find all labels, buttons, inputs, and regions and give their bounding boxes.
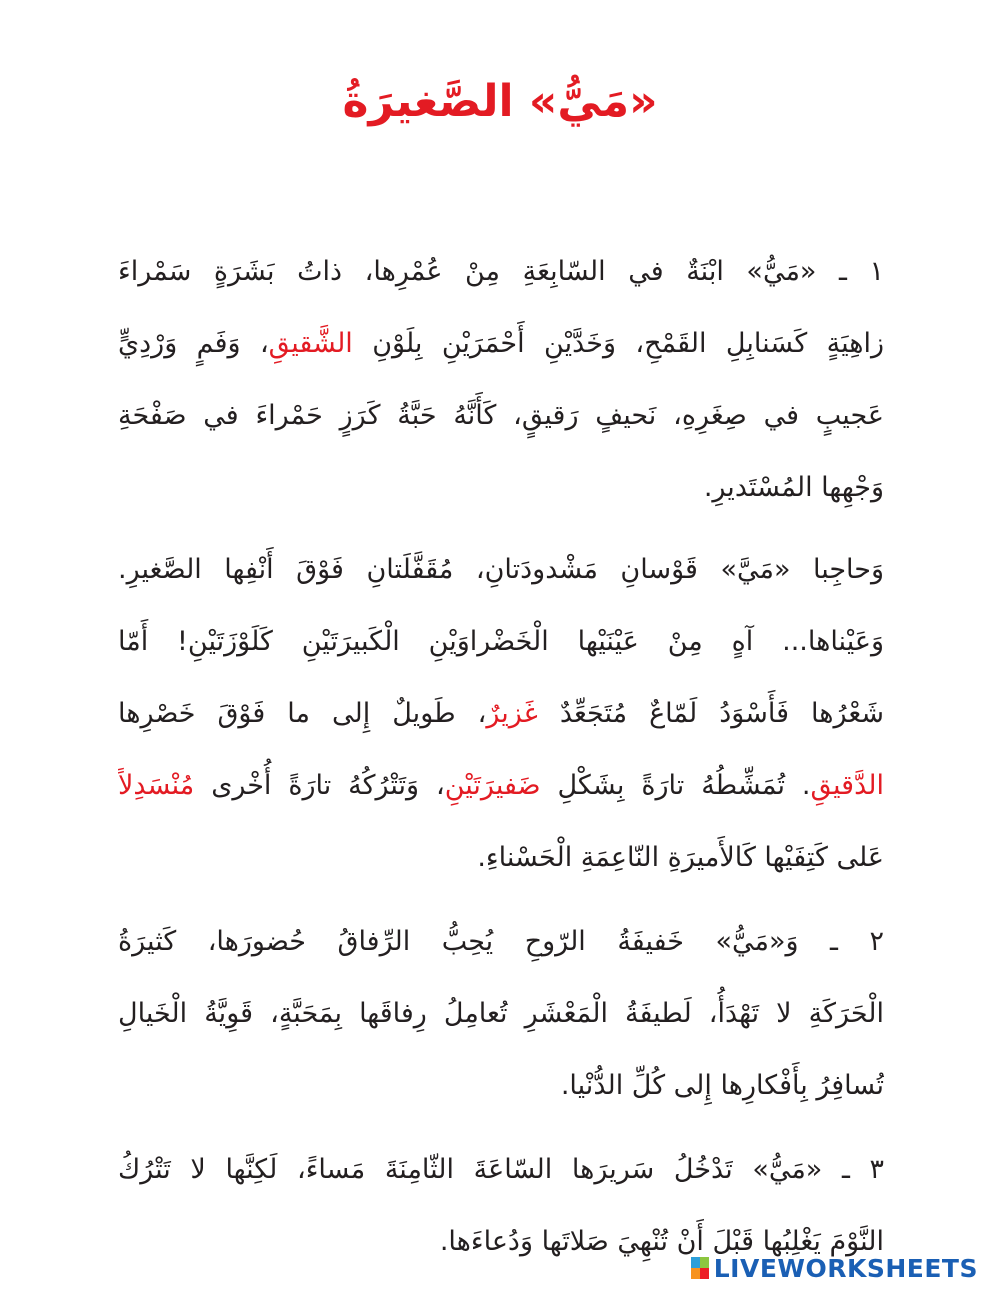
highlighted-word: مُنْسَدِلاً: [118, 770, 195, 801]
logo-tile: [700, 1257, 709, 1268]
paragraph-1: [118, 236, 884, 524]
text-line: [118, 308, 884, 380]
text-segment: زاهِيَةٍ كَسَنابِلِ القَمْحِ، وَخَدَّيْنِ أَحْمَرَيْنِ بِلَوْنِ: [352, 328, 884, 359]
text-line: وَجْهِها المُسْتَديرِ.: [703, 472, 884, 503]
text-segment: . تُمَشِّطُهُ تارَةً بِشَكْلِ: [540, 770, 811, 801]
text-line: [118, 678, 884, 750]
text-segment: ، وَتَتْرُكُهُ تارَةً أُخْرى: [194, 770, 445, 801]
text-line: وَحاجِبا «مَيَّ» قَوْسانِ مَشْدودَتانِ، مُقَفَّلَتانِ فَوْقَ أَنْفِها الصَّغيرِ.: [118, 554, 884, 585]
text-segment: ، طَويلٌ إِلى ما فَوْقَ خَصْرِها: [118, 698, 487, 729]
text-line: عَلى كَتِفَيْها كَالأَميرَةِ النّاعِمَةِ الْحَسْناءِ.: [477, 842, 884, 873]
page-title: «مَيُّ» الصَّغيرَةُ: [342, 76, 658, 127]
text-line: ١ ـ «مَيُّ» ابْنَةٌ في السّابِعَةِ مِنْ عُمْرِها، ذاتُ بَشَرَةٍ سَمْراءَ: [118, 256, 884, 287]
logo-tile: [691, 1257, 700, 1268]
text-line: [118, 750, 884, 822]
text-line: ٣ ـ «مَيُّ» تَدْخُلُ سَريرَها السّاعَةَ الثّامِنَةَ مَساءً، لَكِنَّها لا تَتْرُكُ: [118, 1154, 884, 1185]
text-line: عَجيبٍ في صِغَرِهِ، نَحيفٍ رَقيقٍ، كَأَنَّهُ حَبَّةُ كَرَزٍ حَمْراءَ في صَفْحَةِ: [118, 400, 884, 431]
paragraph-gap: [118, 1122, 884, 1134]
text-line: تُسافِرُ بِأَفْكارِها إِلى كُلِّ الدُّنْيا.: [560, 1070, 884, 1101]
logo-tile: [700, 1268, 709, 1279]
paragraph-gap: [118, 524, 884, 534]
text-line: النَّوْمَ يَغْلِبُها قَبْلَ أَنْ تُنْهِيَ صَلاتَها وَدُعاءَها.: [439, 1226, 884, 1257]
story-text: [118, 236, 884, 1278]
logo-tile: [691, 1268, 700, 1279]
text-segment: شَعْرُها فَأَسْوَدُ لَمّاعٌ مُتَجَعِّدٌ: [537, 698, 884, 729]
liveworksheets-footer[interactable]: [691, 1254, 978, 1282]
brand-name: LIVEWORKSHEETS: [713, 1253, 978, 1283]
highlighted-word: الدَّقيقِ: [810, 770, 884, 801]
highlighted-word: الشَّقيقِ: [268, 328, 353, 359]
text-line: ٢ ـ وَ«مَيُّ» خَفيفَةُ الرّوحِ يُحِبُّ الرِّفاقُ حُضورَها، كَثيرَةُ: [118, 926, 884, 957]
highlighted-word: ضَفيرَتَيْنِ: [444, 770, 541, 801]
highlighted-word: غَزيرٌ: [486, 698, 538, 729]
text-line: وَعَيْناها... آهٍ مِنْ عَيْنَيْها الْخَضْراوَيْنِ الْكَبيرَتَيْنِ كَلَوْزَتَيْنِ! أَمّا: [118, 626, 884, 657]
text-segment: ، وَفَمٍ وَرْدِيٍّ: [118, 328, 269, 359]
paragraph-2: [118, 534, 884, 894]
paragraph-3: [118, 906, 884, 1122]
text-line: الْحَرَكَةِ لا تَهْدَأُ، لَطيفَةُ الْمَعْشَرِ تُعامِلُ رِفاقَها بِمَحَبَّةٍ، قَوِيَّةُ الْخَيالِ: [118, 998, 884, 1029]
paragraph-gap: [118, 894, 884, 906]
liveworksheets-logo-icon: [691, 1257, 709, 1279]
